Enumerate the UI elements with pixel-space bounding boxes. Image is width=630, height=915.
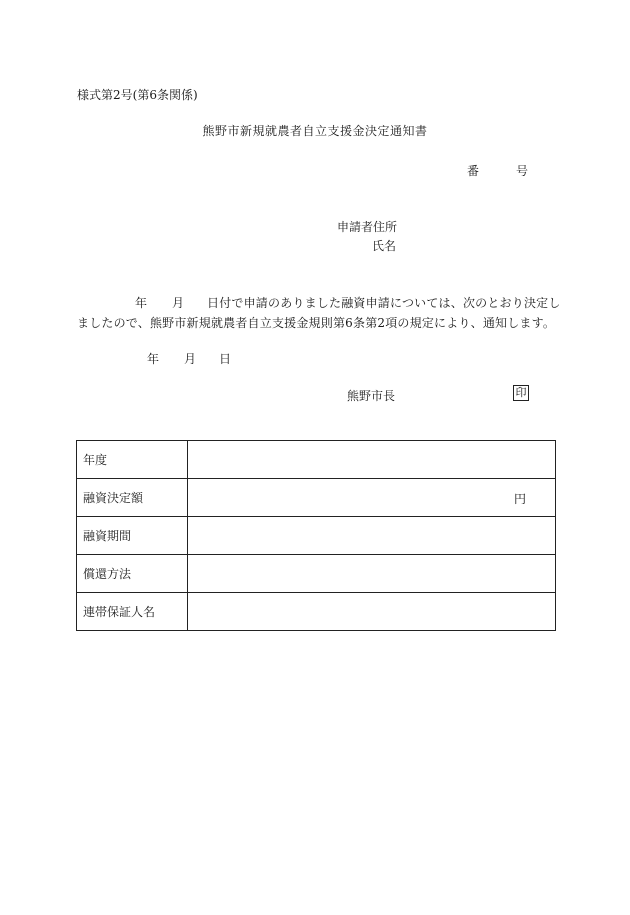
row-value-joint-guarantor <box>188 593 556 631</box>
date-month-label: 月 <box>184 352 197 366</box>
body-month-label: 月 <box>172 296 185 310</box>
row-label-joint-guarantor: 連帯保証人名 <box>77 593 188 631</box>
body-text-line-2: ましたので、熊野市新規就農者自立支援金規則第6条第2項の規定により、通知します。 <box>77 316 556 330</box>
applicant-address-label: 申請者住所 <box>337 220 398 234</box>
row-value-repayment-method <box>188 555 556 593</box>
mayor-title: 熊野市長 <box>347 389 396 403</box>
number-label: 番 <box>467 164 480 178</box>
table-row <box>77 479 556 517</box>
row-label-loan-period: 融資期間 <box>77 517 188 555</box>
row-label-repayment-method: 償還方法 <box>77 555 188 593</box>
yen-unit-label: 円 <box>513 492 526 506</box>
row-label-loan-amount: 融資決定額 <box>77 479 188 517</box>
row-value-fiscal-year <box>188 441 556 479</box>
row-label-fiscal-year: 年度 <box>77 441 188 479</box>
date-day-label: 日 <box>219 352 232 366</box>
number-suffix-label: 号 <box>516 164 529 178</box>
decision-details-table <box>76 440 556 631</box>
document-title: 熊野市新規就農者自立支援金決定通知書 <box>202 124 428 138</box>
body-year-label: 年 <box>135 296 148 310</box>
seal-mark: 印 <box>513 385 529 401</box>
date-year-label: 年 <box>147 352 160 366</box>
row-value-loan-period <box>188 517 556 555</box>
table-row <box>77 593 556 631</box>
row-value-loan-amount <box>188 479 556 517</box>
form-number: 様式第2号(第6条関係) <box>77 88 198 102</box>
applicant-name-label: 氏名 <box>372 239 397 253</box>
table-row <box>77 441 556 479</box>
body-text-line-1-rest: 日付で申請のありました融資申請については、次のとおり決定し <box>207 296 561 310</box>
table-row <box>77 555 556 593</box>
table-row <box>77 517 556 555</box>
